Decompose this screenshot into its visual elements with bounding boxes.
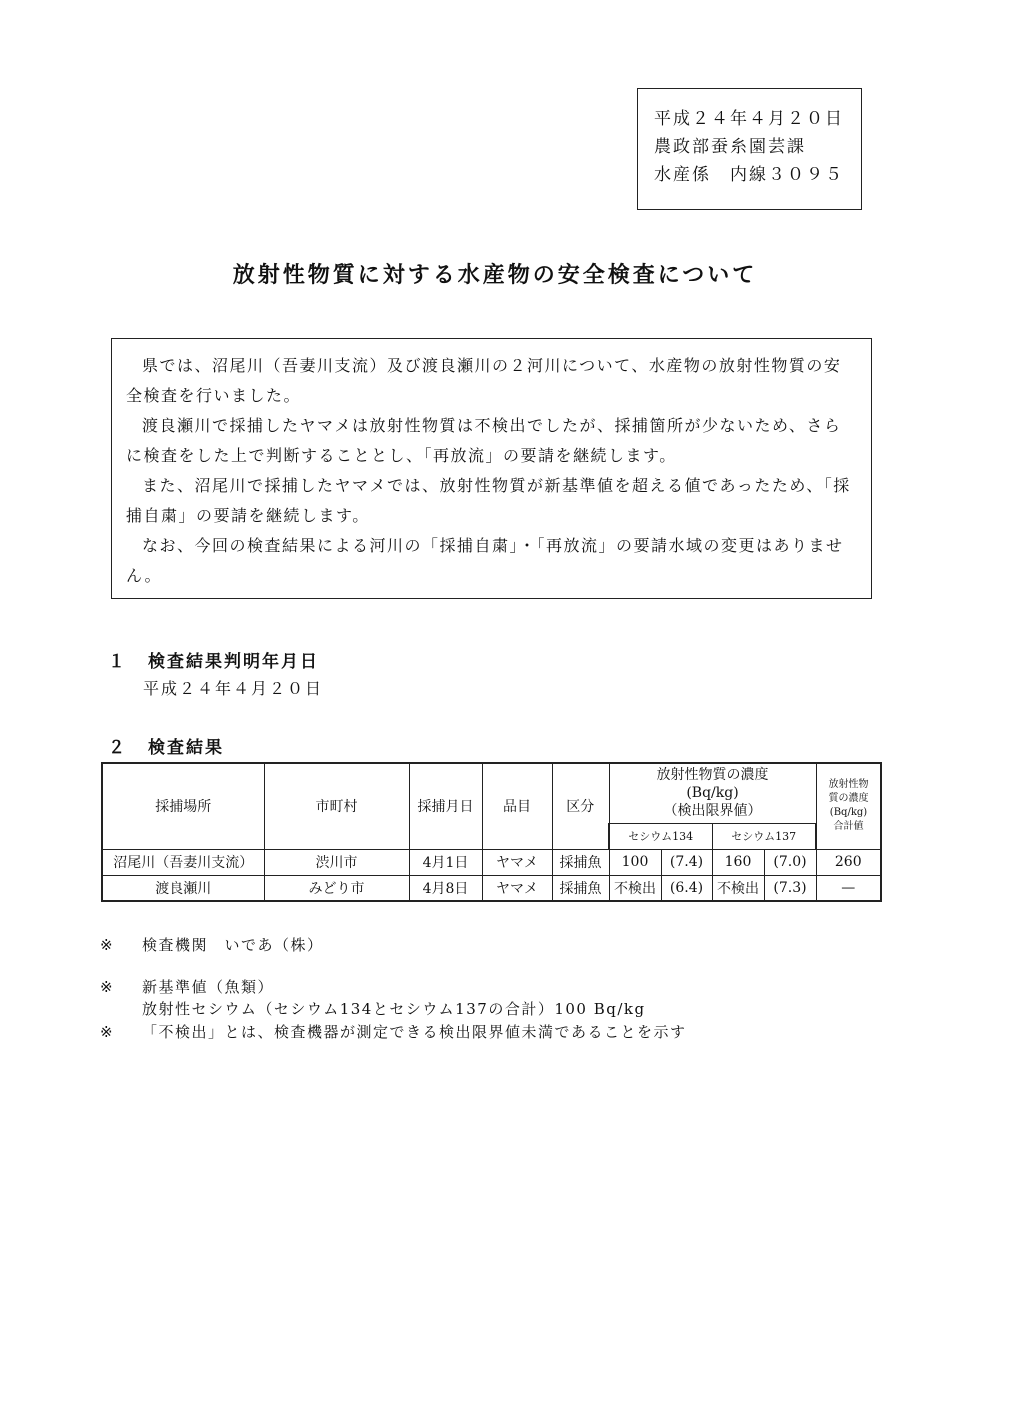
results-table	[101, 762, 882, 902]
header-total	[816, 763, 881, 849]
row-location: 沼尾川（吾妻川支流）	[102, 849, 264, 875]
summary-paragraph-1: 県では、沼尾川（吾妻川支流）及び渡良瀬川の２河川について、水産物の放射性物質の安全検査を行いました。	[126, 356, 842, 405]
note-mark: ※	[100, 1023, 115, 1041]
note-1-text: 検査機関 いであ（株）	[142, 936, 324, 954]
header-total-line-3: (Bq/kg)	[829, 807, 868, 819]
section-1-number: １	[108, 652, 127, 672]
note-2-body: 放射性セシウム（セシウム134とセシウム137の合計）100 Bq/kg	[142, 1000, 646, 1018]
note-mark: ※	[100, 936, 115, 954]
contact-extension: 水産係 内線３０９５	[654, 165, 844, 185]
header-category: 区分	[552, 763, 609, 849]
header-conc-title: 放射性物質の濃度	[656, 767, 769, 784]
section-1-title: 検査結果判明年月日	[148, 652, 319, 672]
header-total-line-1: 放射性物	[828, 779, 869, 791]
note-new-standard	[100, 976, 646, 1020]
section-1-heading	[108, 647, 319, 672]
note-3-text: 「不検出」とは、検査機器が測定できる検出限界値未満であることを示す	[142, 1023, 687, 1041]
row-total: —	[816, 875, 881, 901]
header-location: 採捕場所	[102, 763, 264, 849]
note-mark: ※	[100, 978, 115, 996]
summary-paragraph-4: なお、今回の検査結果による河川の「採捕自粛」・「再放流」の要請水域の変更はありません。	[126, 536, 844, 585]
section-2-number: ２	[108, 738, 127, 758]
department-name: 農政部蚕糸園芸課	[654, 137, 806, 157]
note-2-title: 新基準値（魚類）	[142, 978, 275, 996]
row-cs134-limit: (7.4)	[661, 849, 712, 875]
row-cs134-limit: (6.4)	[661, 875, 712, 901]
summary-paragraph-2: 渡良瀬川で採捕したヤマメは放射性物質は不検出でしたが、採捕箇所が少ないため、さらに検査をした上で判断することとし、「再放流」の要請を継続します。	[126, 416, 842, 465]
row-item: ヤマメ	[482, 875, 552, 901]
issue-date: 平成２４年４月２０日	[654, 109, 844, 129]
row-location: 渡良瀬川	[102, 875, 264, 901]
header-date: 採捕月日	[409, 763, 482, 849]
row-category: 採捕魚	[552, 849, 609, 875]
row-total: 260	[816, 849, 881, 875]
row-cs137-limit: (7.3)	[764, 875, 816, 901]
row-cs134: 不検出	[609, 875, 661, 901]
note-inspection-agency	[100, 934, 324, 956]
header-city: 市町村	[264, 763, 409, 849]
row-item: ヤマメ	[482, 849, 552, 875]
header-item: 品目	[482, 763, 552, 849]
header-conc-limit: （検出限界値）	[663, 803, 762, 820]
row-date: 4月8日	[409, 875, 482, 901]
summary-paragraph-3: また、沼尾川で採捕したヤマメでは、放射性物質が新基準値を超える値であったため、「採捕自粛」の要請を継続します。	[126, 476, 851, 525]
result-date: 平成２４年４月２０日	[143, 679, 324, 698]
header-total-line-4: 合計値	[833, 821, 864, 833]
row-cs137: 160	[712, 849, 764, 875]
section-2-title: 検査結果	[148, 738, 224, 758]
header-cs137: セシウム137	[712, 823, 816, 849]
table-row	[102, 849, 881, 875]
header-concentration	[609, 763, 816, 823]
header-conc-unit: (Bq/kg)	[686, 785, 739, 802]
row-category: 採捕魚	[552, 875, 609, 901]
row-date: 4月1日	[409, 849, 482, 875]
summary-box	[111, 338, 872, 599]
note-not-detected	[100, 1021, 687, 1043]
row-cs137-limit: (7.0)	[764, 849, 816, 875]
section-2-heading	[108, 733, 224, 758]
header-info-box	[637, 88, 862, 210]
row-cs137: 不検出	[712, 875, 764, 901]
header-total-line-2: 質の濃度	[828, 793, 869, 805]
table-row	[102, 875, 881, 901]
document-title: 放射性物質に対する水産物の安全検査について	[232, 263, 758, 288]
row-city: みどり市	[264, 875, 409, 901]
row-city: 渋川市	[264, 849, 409, 875]
header-cs134: セシウム134	[609, 823, 712, 849]
row-cs134: 100	[609, 849, 661, 875]
